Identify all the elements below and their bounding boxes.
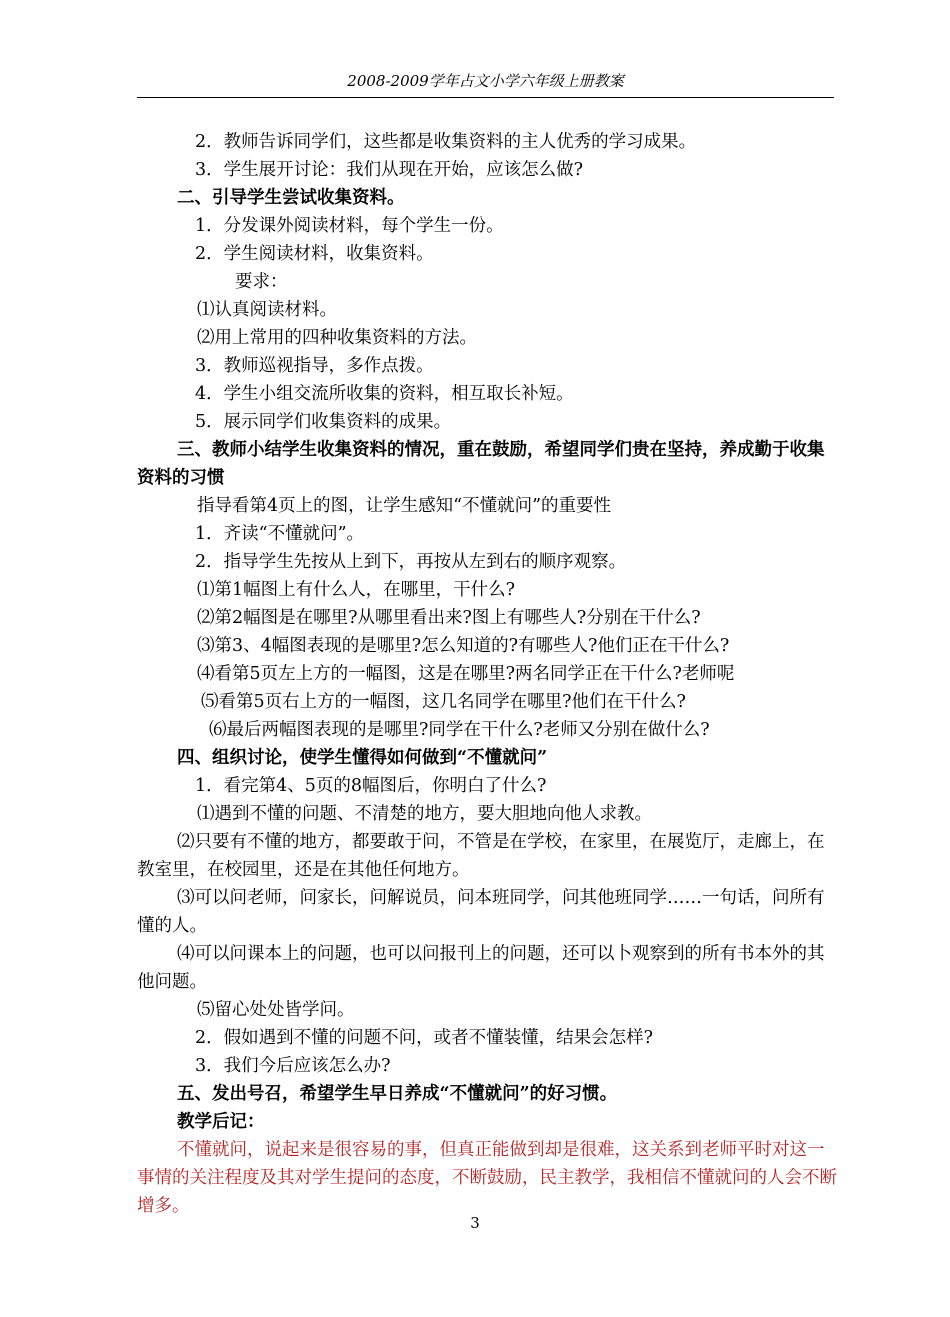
- page-number: 3: [470, 1214, 480, 1232]
- section-heading-2: 二、引导学生尝试收集资料。: [177, 188, 405, 208]
- text-line: 3．教师巡视指导，多作点拨。: [195, 356, 434, 376]
- text-line: 指导看第4页上的图，让学生感知“不懂就问”的重要性: [197, 496, 612, 516]
- text-line: 2．教师告诉同学们，这些都是收集资料的主人优秀的学习成果。: [195, 132, 697, 152]
- text-line: ⑵第2幅图是在哪里?从哪里看出来?图上有哪些人?分别在干什么?: [197, 608, 701, 628]
- text-line: 3．我们今后应该怎么办?: [195, 1056, 391, 1076]
- text-line: 要求：: [235, 272, 288, 292]
- text-paragraph: ⑵只要有不懂的地方，都要敢于问，不管是在学校，在家里，在展览厅，走廊上，在教室里，在校园里，还是在其他任何地方。: [137, 832, 825, 880]
- text-line: ⑴认真阅读材料。: [197, 300, 337, 320]
- lesson-body: [137, 128, 837, 1220]
- text-line: ⑴遇到不懂的问题、不清楚的地方，要大胆地向他人求教。: [197, 804, 652, 824]
- text-line: 2．假如遇到不懂的问题不问，或者不懂装懂，结果会怎样?: [195, 1028, 654, 1048]
- text-line: 1．分发课外阅读材料，每个学生一份。: [195, 216, 504, 236]
- text-line: ⑵用上常用的四种收集资料的方法。: [197, 328, 477, 348]
- text-line: ⑸看第5页右上方的一幅图，这几名同学在哪里?他们在干什么?: [201, 692, 686, 712]
- text-line: ⑷看第5页左上方的一幅图，这是在哪里?两名同学正在干什么?老师呢: [197, 664, 735, 684]
- text-paragraph: ⑷可以问课本上的问题，也可以问报刊上的问题，还可以卜观察到的所有书本外的其他问题。: [137, 944, 825, 992]
- section-heading-4: 四、组织讨论，使学生懂得如何做到“不懂就问”: [177, 748, 548, 768]
- reflection-heading: 教学后记：: [177, 1112, 265, 1132]
- section-heading-5: 五、发出号召，希望学生早日养成“不懂就问”的好习惯。: [177, 1084, 618, 1104]
- text-line: 1．看完第4、5页的8幅图后，你明白了什么?: [195, 776, 547, 796]
- text-line: 2．指导学生先按从上到下，再按从左到右的顺序观察。: [195, 552, 627, 572]
- text-line: ⑴第1幅图上有什么人，在哪里，干什么?: [197, 580, 516, 600]
- section-heading-3: 三、教师小结学生收集资料的情况，重在鼓励，希望同学们贵在坚持，养成勤于收集资料的习惯: [137, 440, 825, 488]
- text-line: 5．展示同学们收集资料的成果。: [195, 412, 452, 432]
- text-line: 4．学生小组交流所收集的资料，相互取长补短。: [195, 384, 574, 404]
- text-line: 3．学生展开讨论：我们从现在开始，应该怎么做?: [195, 160, 584, 180]
- text-paragraph: ⑶可以问老师，问家长，问解说员，问本班同学，问其他班同学……一句话，问所有懂的人。: [137, 888, 825, 936]
- text-line: ⑶第3、4幅图表现的是哪里?怎么知道的?有哪些人?他们正在干什么?: [197, 636, 730, 656]
- text-line: 2．学生阅读材料，收集资料。: [195, 244, 434, 264]
- reflection-paragraph: 不懂就问，说起来是很容易的事，但真正能做到却是很难，这关系到老师平时对这一事情的关注程度及其对学生提问的态度，不断鼓励，民主教学，我相信不懂就问的人会不断增多。: [137, 1140, 837, 1216]
- page-header: 2008-2009学年占文小学六年级上册教案: [137, 70, 834, 98]
- text-line: ⑹最后两幅图表现的是哪里?同学在干什么?老师又分别在做什么?: [209, 720, 710, 740]
- text-line: 1．齐读“不懂就问”。: [195, 524, 365, 544]
- text-line: ⑸留心处处皆学问。: [197, 1000, 355, 1020]
